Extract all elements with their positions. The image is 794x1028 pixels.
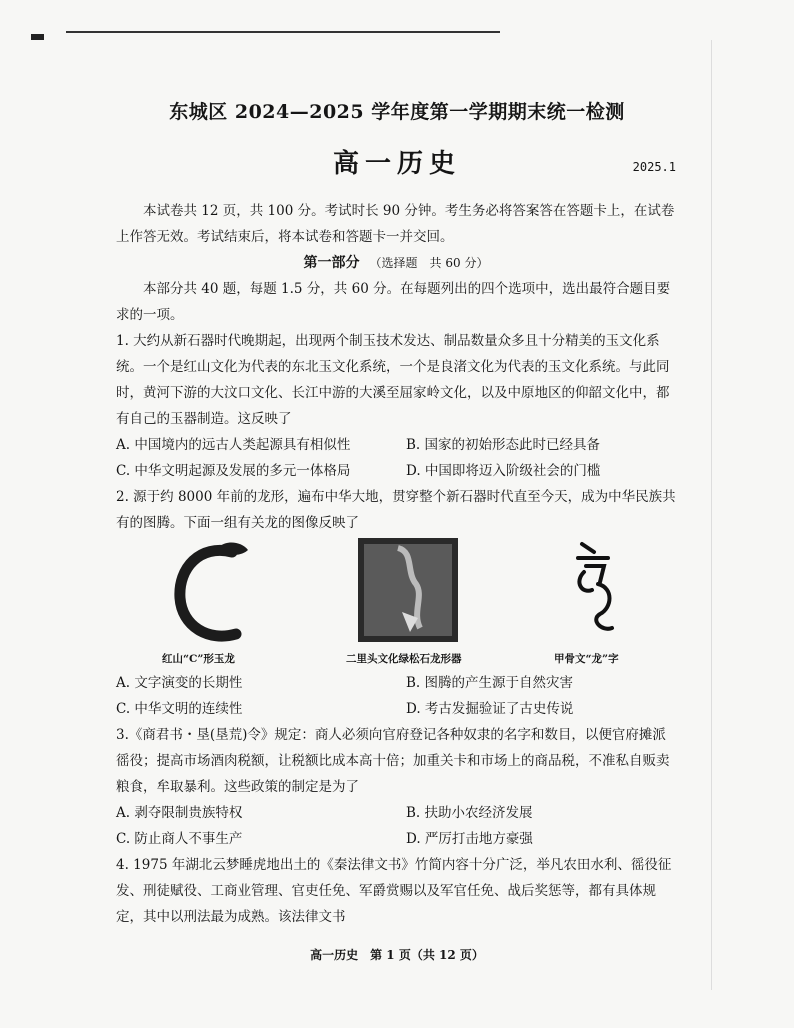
question-2-stem: 2. 源于约 8000 年前的龙形，遍布中华大地，贯穿整个新石器时代直至今天，成为中华民族共有的图腾。下面一组有关龙的图像反映了 — [116, 489, 676, 531]
question-4-stem: 4. 1975 年湖北云梦睡虎地出土的《秦法律文书》竹简内容十分广泛，举凡农田水利、徭役征发、刑徒赋役、工商业管理、官吏任免、军爵赏赐以及军官任免、战后奖惩等，都有具体规定，其中以刑法最为成熟。该法律文书 — [116, 857, 672, 925]
option-d: D. 考古发掘验证了古史传说 — [406, 701, 574, 717]
dragon-images — [116, 538, 676, 670]
part-heading — [116, 250, 676, 276]
question-1-options — [116, 432, 676, 484]
part-note: （选择题 共 60 分） — [369, 256, 489, 270]
option-a: A. 中国境内的远古人类起源具有相似性 — [116, 437, 351, 453]
option-c: C. 防止商人不事生产 — [116, 831, 243, 847]
subject-title: 高一历史 — [332, 149, 461, 179]
question-3-stem: 3.《商君书・垦(垦荒)令》规定：商人必须向官府登记各种奴隶的名字和数目，以便官府摊派徭役；提高市场酒肉税额，让税额比成本高十倍；加重关卡和市场上的商品税，不准私自贩卖粮食，牟取暴利。这些政策的制定是为了 — [116, 727, 670, 795]
option-a: A. 剥夺限制贵族特权 — [116, 805, 243, 821]
question-1-stem: 1. 大约从新石器时代晚期起，出现两个制玉技术发达、制品数量众多且十分精美的玉文化系统。一个是红山文化为代表的东北玉文化系统，一个是良渚文化为代表的玉文化系统。与此同时，黄河下游的大汶口文化、长江中游的大溪至屈家岭文化，以及中原地区的仰韶文化中，都有自己的玉器制造。这反映了 — [116, 333, 670, 427]
option-d: D. 中国即将迈入阶级社会的门槛 — [406, 463, 601, 479]
exam-title: 东城区 2024—2025 学年度第一学期期末统一检测 — [169, 101, 625, 123]
oracle-bone-dragon-character — [564, 538, 624, 642]
instructions: 本试卷共 12 页，共 100 分。考试时长 90 分钟。考生务必将答案答在答题卡上，在试卷上作答无效。考试结束后，将本试卷和答题卡一并交回。 — [116, 203, 675, 245]
part-intro: 本部分共 40 题，每题 1.5 分，共 60 分。在每题列出的四个选项中，选出最符合题目要求的一项。 — [116, 281, 671, 323]
scan-top-line — [66, 31, 500, 33]
page-footer: 高一历史 第 1 页（共 12 页） — [310, 948, 484, 962]
option-c: C. 中华文明的连续性 — [116, 701, 243, 717]
caption-turquoise-dragon: 二里头文化绿松石龙形器 — [346, 653, 462, 665]
option-c: C. 中华文明起源及发展的多元一体格局 — [116, 463, 351, 479]
option-b: B. 扶助小农经济发展 — [406, 805, 533, 821]
option-b: B. 国家的初始形态此时已经具备 — [406, 437, 601, 453]
question-3-options — [116, 800, 676, 852]
option-b: B. 图腾的产生源于自然灾害 — [406, 675, 574, 691]
jade-dragon-figure — [162, 538, 260, 665]
exam-date: 2025.1 — [632, 160, 676, 174]
part-title: 第一部分 — [303, 255, 360, 271]
caption-jade-dragon: 红山“C”形玉龙 — [162, 653, 235, 665]
corner-mark — [31, 34, 44, 40]
page-edge — [711, 40, 712, 990]
option-d: D. 严厉打击地方豪强 — [406, 831, 533, 847]
oracle-bone-dragon-figure — [554, 538, 624, 665]
question-2-options — [116, 670, 676, 722]
turquoise-dragon-figure — [346, 538, 462, 665]
exam-content — [116, 198, 676, 930]
turquoise-dragon-photo — [358, 538, 458, 642]
c-shaped-jade-dragon-image — [170, 538, 260, 646]
caption-oracle-dragon: 甲骨文“龙”字 — [554, 653, 619, 665]
option-a: A. 文字演变的长期性 — [116, 675, 243, 691]
